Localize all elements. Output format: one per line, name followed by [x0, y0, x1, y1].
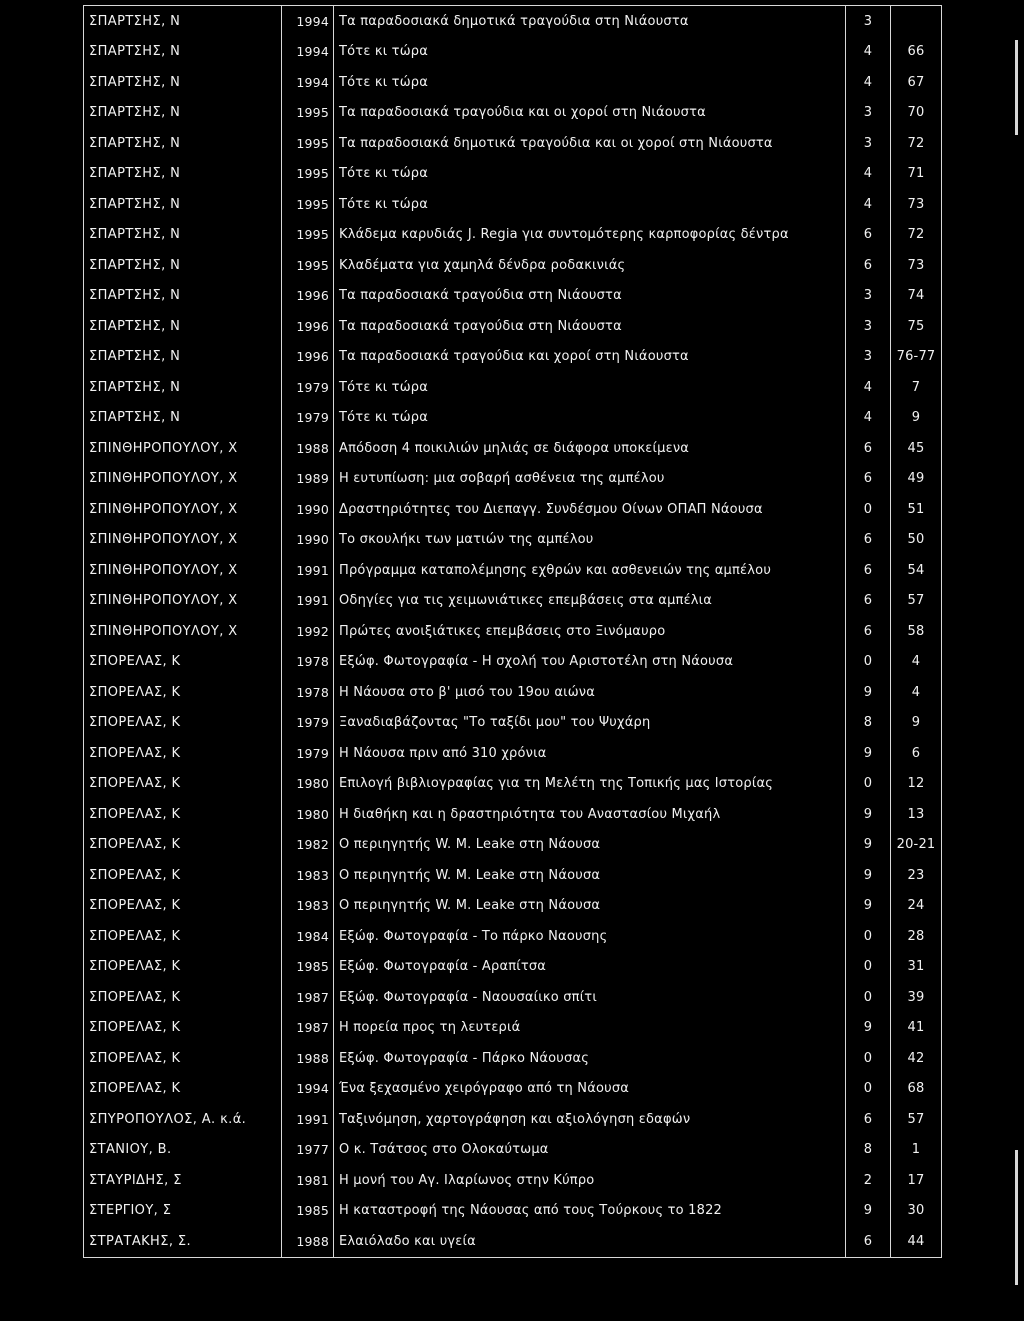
- page-cell: 24: [891, 891, 942, 922]
- page-cell: 72: [891, 220, 942, 251]
- page-cell: 51: [891, 494, 942, 525]
- page-cell: 73: [891, 189, 942, 220]
- page-cell: 31: [891, 952, 942, 983]
- table-row: [84, 1196, 942, 1227]
- title-cell: Εξώφ. Φωτογραφία - Το πάρκο Ναουσης: [334, 921, 846, 952]
- author-cell: ΣΠΙΝΘΗΡΟΠΟΥΛΟΥ, Χ: [84, 555, 282, 586]
- author-cell: ΣΠΑΡΤΣΗΣ, Ν: [84, 159, 282, 190]
- year-cell: 1996: [282, 281, 334, 312]
- table-row: [84, 616, 942, 647]
- year-cell: 1978: [282, 647, 334, 678]
- author-cell: ΣΠΑΡΤΣΗΣ, Ν: [84, 6, 282, 37]
- page-cell: 57: [891, 586, 942, 617]
- year-cell: 1982: [282, 830, 334, 861]
- author-cell: ΣΤΕΡΓΙΟΥ, Σ: [84, 1196, 282, 1227]
- table-row: [84, 433, 942, 464]
- page-cell: 68: [891, 1074, 942, 1105]
- issue-cell: 0: [846, 494, 891, 525]
- issue-cell: 4: [846, 37, 891, 68]
- table-row: [84, 647, 942, 678]
- year-cell: 1988: [282, 1043, 334, 1074]
- page-cell: 71: [891, 159, 942, 190]
- year-cell: 1983: [282, 860, 334, 891]
- year-cell: 1994: [282, 37, 334, 68]
- title-cell: Τα παραδοσιακά τραγούδια και οι χοροί στη Νιάουστα: [334, 98, 846, 129]
- page-cell: 75: [891, 311, 942, 342]
- table-row: [84, 952, 942, 983]
- table-row: [84, 830, 942, 861]
- title-cell: Δραστηριότητες του Διεπαγγ. Συνδέσμου Οίνων ΟΠΑΠ Νάουσα: [334, 494, 846, 525]
- author-cell: ΣΠΟΡΕΛΑΣ, Κ: [84, 891, 282, 922]
- year-cell: 1990: [282, 525, 334, 556]
- title-cell: Οδηγίες για τις χειμωνιάτικες επεμβάσεις στα αμπέλια: [334, 586, 846, 617]
- issue-cell: 6: [846, 555, 891, 586]
- issue-cell: 0: [846, 921, 891, 952]
- author-cell: ΣΠΟΡΕΛΑΣ, Κ: [84, 921, 282, 952]
- table-row: [84, 1104, 942, 1135]
- title-cell: Ξαναδιαβάζοντας "Το ταξίδι μου" του Ψυχάρη: [334, 708, 846, 739]
- issue-cell: 9: [846, 830, 891, 861]
- table-row: [84, 921, 942, 952]
- table-row: [84, 1135, 942, 1166]
- issue-cell: 4: [846, 372, 891, 403]
- issue-cell: 6: [846, 1104, 891, 1135]
- author-cell: ΣΠΟΡΕΛΑΣ, Κ: [84, 860, 282, 891]
- year-cell: 1983: [282, 891, 334, 922]
- title-cell: Τα παραδοσιακά τραγούδια και χοροί στη Νιάουστα: [334, 342, 846, 373]
- year-cell: 1978: [282, 677, 334, 708]
- table-row: [84, 220, 942, 251]
- page-cell: 74: [891, 281, 942, 312]
- issue-cell: 9: [846, 1196, 891, 1227]
- author-cell: ΣΠΑΡΤΣΗΣ, Ν: [84, 311, 282, 342]
- issue-cell: 6: [846, 616, 891, 647]
- issue-cell: 9: [846, 799, 891, 830]
- table-row: [84, 677, 942, 708]
- year-cell: 1995: [282, 250, 334, 281]
- title-cell: Εξώφ. Φωτογραφία - Αραπίτσα: [334, 952, 846, 983]
- author-cell: ΣΠΟΡΕΛΑΣ, Κ: [84, 677, 282, 708]
- page-cell: 9: [891, 403, 942, 434]
- author-cell: ΣΠΟΡΕΛΑΣ, Κ: [84, 982, 282, 1013]
- table-row: [84, 769, 942, 800]
- title-cell: Ο περιηγητής W. M. Leake στη Νάουσα: [334, 860, 846, 891]
- table-row: [84, 372, 942, 403]
- issue-cell: 8: [846, 1135, 891, 1166]
- title-cell: Πρώτες ανοιξιάτικες επεμβάσεις στο Ξινόμαυρο: [334, 616, 846, 647]
- year-cell: 1984: [282, 921, 334, 952]
- year-cell: 1995: [282, 128, 334, 159]
- issue-cell: 9: [846, 860, 891, 891]
- page-cell: 49: [891, 464, 942, 495]
- table-row: [84, 128, 942, 159]
- table-row: [84, 403, 942, 434]
- year-cell: 1980: [282, 769, 334, 800]
- issue-cell: 9: [846, 891, 891, 922]
- title-cell: Ελαιόλαδο και υγεία: [334, 1226, 846, 1257]
- author-cell: ΣΠΙΝΘΗΡΟΠΟΥΛΟΥ, Χ: [84, 464, 282, 495]
- author-cell: ΣΠΟΡΕΛΑΣ, Κ: [84, 952, 282, 983]
- table-row: [84, 189, 942, 220]
- page-cell: 72: [891, 128, 942, 159]
- year-cell: 1981: [282, 1165, 334, 1196]
- author-cell: ΣΠΟΡΕΛΑΣ, Κ: [84, 647, 282, 678]
- issue-cell: 4: [846, 67, 891, 98]
- author-cell: ΣΠΑΡΤΣΗΣ, Ν: [84, 220, 282, 251]
- year-cell: 1991: [282, 1104, 334, 1135]
- title-cell: Η Νάουσα στο β' μισό του 19ου αιώνα: [334, 677, 846, 708]
- author-cell: ΣΠΑΡΤΣΗΣ, Ν: [84, 342, 282, 373]
- issue-cell: 3: [846, 311, 891, 342]
- year-cell: 1985: [282, 952, 334, 983]
- year-cell: 1991: [282, 586, 334, 617]
- page-cell: 23: [891, 860, 942, 891]
- page-cell: 57: [891, 1104, 942, 1135]
- table-row: [84, 1043, 942, 1074]
- author-cell: ΣΤΑΥΡΙΔΗΣ, Σ: [84, 1165, 282, 1196]
- table-row: [84, 159, 942, 190]
- author-cell: ΣΠΟΡΕΛΑΣ, Κ: [84, 1074, 282, 1105]
- title-cell: Τότε κι τώρα: [334, 67, 846, 98]
- title-cell: Τότε κι τώρα: [334, 403, 846, 434]
- issue-cell: 3: [846, 128, 891, 159]
- author-cell: ΣΠΑΡΤΣΗΣ, Ν: [84, 37, 282, 68]
- year-cell: 1989: [282, 464, 334, 495]
- author-cell: ΣΠΟΡΕΛΑΣ, Κ: [84, 769, 282, 800]
- year-cell: 1994: [282, 67, 334, 98]
- issue-cell: 9: [846, 738, 891, 769]
- issue-cell: 4: [846, 189, 891, 220]
- table-row: [84, 281, 942, 312]
- page-cell: 54: [891, 555, 942, 586]
- author-cell: ΣΠΟΡΕΛΑΣ, Κ: [84, 1013, 282, 1044]
- author-cell: ΣΠΙΝΘΗΡΟΠΟΥΛΟΥ, Χ: [84, 586, 282, 617]
- table-row: [84, 98, 942, 129]
- year-cell: 1992: [282, 616, 334, 647]
- title-cell: Κλάδεμα καρυδιάς J. Regia για συντομότερης καρποφορίας δέντρα: [334, 220, 846, 251]
- issue-cell: 0: [846, 982, 891, 1013]
- title-cell: Πρόγραμμα καταπολέμησης εχθρών και ασθενειών της αμπέλου: [334, 555, 846, 586]
- table-row: [84, 799, 942, 830]
- issue-cell: 6: [846, 1226, 891, 1257]
- issue-cell: 6: [846, 220, 891, 251]
- title-cell: Απόδοση 4 ποικιλιών μηλιάς σε διάφορα υποκείμενα: [334, 433, 846, 464]
- title-cell: Τότε κι τώρα: [334, 37, 846, 68]
- title-cell: Τότε κι τώρα: [334, 372, 846, 403]
- page-cell: 44: [891, 1226, 942, 1257]
- author-cell: ΣΠΟΡΕΛΑΣ, Κ: [84, 1043, 282, 1074]
- bibliography-sheet: [83, 5, 941, 1258]
- title-cell: Η μονή του Αγ. Ιλαρίωνος στην Κύπρο: [334, 1165, 846, 1196]
- author-cell: ΣΠΟΡΕΛΑΣ, Κ: [84, 708, 282, 739]
- table-row: [84, 525, 942, 556]
- issue-cell: 9: [846, 677, 891, 708]
- page-cell: 45: [891, 433, 942, 464]
- title-cell: Η ευτυπίωση: μια σοβαρή ασθένεια της αμπέλου: [334, 464, 846, 495]
- title-cell: Τα παραδοσιακά δημοτικά τραγούδια και οι χοροί στη Νιάουστα: [334, 128, 846, 159]
- page-cell: 20-21: [891, 830, 942, 861]
- author-cell: ΣΠΙΝΘΗΡΟΠΟΥΛΟΥ, Χ: [84, 525, 282, 556]
- year-cell: 1991: [282, 555, 334, 586]
- year-cell: 1979: [282, 738, 334, 769]
- margin-mark-top: [1015, 40, 1018, 135]
- page-cell: 39: [891, 982, 942, 1013]
- year-cell: 1990: [282, 494, 334, 525]
- year-cell: 1995: [282, 159, 334, 190]
- year-cell: 1979: [282, 372, 334, 403]
- issue-cell: 4: [846, 159, 891, 190]
- author-cell: ΣΠΟΡΕΛΑΣ, Κ: [84, 738, 282, 769]
- title-cell: Ένα ξεχασμένο χειρόγραφο από τη Νάουσα: [334, 1074, 846, 1105]
- table-row: [84, 860, 942, 891]
- author-cell: ΣΠΙΝΘΗΡΟΠΟΥΛΟΥ, Χ: [84, 616, 282, 647]
- issue-cell: 0: [846, 1074, 891, 1105]
- year-cell: 1985: [282, 1196, 334, 1227]
- issue-cell: 3: [846, 342, 891, 373]
- page-cell: 4: [891, 647, 942, 678]
- title-cell: Επιλογή βιβλιογραφίας για τη Μελέτη της Τοπικής μας Ιστορίας: [334, 769, 846, 800]
- table-row: [84, 250, 942, 281]
- year-cell: 1994: [282, 6, 334, 37]
- year-cell: 1996: [282, 342, 334, 373]
- issue-cell: 6: [846, 525, 891, 556]
- page-cell: 67: [891, 67, 942, 98]
- title-cell: Τότε κι τώρα: [334, 189, 846, 220]
- issue-cell: 8: [846, 708, 891, 739]
- author-cell: ΣΤΡΑΤΑΚΗΣ, Σ.: [84, 1226, 282, 1257]
- table-row: [84, 982, 942, 1013]
- title-cell: Τα παραδοσιακά δημοτικά τραγούδια στη Νιάουστα: [334, 6, 846, 37]
- year-cell: 1996: [282, 311, 334, 342]
- year-cell: 1988: [282, 433, 334, 464]
- author-cell: ΣΠΑΡΤΣΗΣ, Ν: [84, 67, 282, 98]
- year-cell: 1979: [282, 403, 334, 434]
- table-row: [84, 586, 942, 617]
- table-row: [84, 342, 942, 373]
- table-row: [84, 1074, 942, 1105]
- table-row: [84, 1226, 942, 1257]
- year-cell: 1995: [282, 189, 334, 220]
- page-cell: 6: [891, 738, 942, 769]
- page-cell: 58: [891, 616, 942, 647]
- issue-cell: 0: [846, 769, 891, 800]
- issue-cell: 3: [846, 98, 891, 129]
- author-cell: ΣΠΑΡΤΣΗΣ, Ν: [84, 128, 282, 159]
- year-cell: 1979: [282, 708, 334, 739]
- title-cell: Τα παραδοσιακά τραγούδια στη Νιάουστα: [334, 311, 846, 342]
- issue-cell: 2: [846, 1165, 891, 1196]
- title-cell: Εξώφ. Φωτογραφία - Η σχολή του Αριστοτέλη στη Νάουσα: [334, 647, 846, 678]
- table-row: [84, 311, 942, 342]
- issue-cell: 0: [846, 647, 891, 678]
- title-cell: Ταξινόμηση, χαρτογράφηση και αξιολόγηση εδαφών: [334, 1104, 846, 1135]
- title-cell: Εξώφ. Φωτογραφία - Ναουσαίικο σπίτι: [334, 982, 846, 1013]
- author-cell: ΣΠΑΡΤΣΗΣ, Ν: [84, 189, 282, 220]
- page-cell: 28: [891, 921, 942, 952]
- issue-cell: 0: [846, 952, 891, 983]
- issue-cell: 9: [846, 1013, 891, 1044]
- title-cell: Εξώφ. Φωτογραφία - Πάρκο Νάουσας: [334, 1043, 846, 1074]
- year-cell: 1995: [282, 98, 334, 129]
- bibliography-table: [83, 5, 942, 1258]
- table-row: [84, 1165, 942, 1196]
- title-cell: Τότε κι τώρα: [334, 159, 846, 190]
- author-cell: ΣΠΥΡΟΠΟΥΛΟΣ, Α. κ.ά.: [84, 1104, 282, 1135]
- table-row: [84, 494, 942, 525]
- author-cell: ΣΠΟΡΕΛΑΣ, Κ: [84, 830, 282, 861]
- table-row: [84, 708, 942, 739]
- page-cell: 41: [891, 1013, 942, 1044]
- issue-cell: 6: [846, 586, 891, 617]
- author-cell: ΣΠΑΡΤΣΗΣ, Ν: [84, 250, 282, 281]
- year-cell: 1988: [282, 1226, 334, 1257]
- table-row: [84, 555, 942, 586]
- table-row: [84, 6, 942, 37]
- year-cell: 1980: [282, 799, 334, 830]
- page-cell: 12: [891, 769, 942, 800]
- table-row: [84, 464, 942, 495]
- title-cell: Κλαδέματα για χαμηλά δένδρα ροδακινιάς: [334, 250, 846, 281]
- table-row: [84, 738, 942, 769]
- title-cell: Ο κ. Τσάτσος στο Ολοκαύτωμα: [334, 1135, 846, 1166]
- page-cell: 50: [891, 525, 942, 556]
- issue-cell: 3: [846, 281, 891, 312]
- issue-cell: 3: [846, 6, 891, 37]
- page-cell: 76-77: [891, 342, 942, 373]
- title-cell: Τα παραδοσιακά τραγούδια στη Νιάουστα: [334, 281, 846, 312]
- author-cell: ΣΠΑΡΤΣΗΣ, Ν: [84, 372, 282, 403]
- page-cell: 66: [891, 37, 942, 68]
- bibliography-rows: [84, 6, 942, 1258]
- page-cell: 4: [891, 677, 942, 708]
- issue-cell: 6: [846, 250, 891, 281]
- table-row: [84, 37, 942, 68]
- author-cell: ΣΠΑΡΤΣΗΣ, Ν: [84, 98, 282, 129]
- table-row: [84, 1013, 942, 1044]
- page-cell: 30: [891, 1196, 942, 1227]
- year-cell: 1977: [282, 1135, 334, 1166]
- issue-cell: 4: [846, 403, 891, 434]
- page-cell: 13: [891, 799, 942, 830]
- page-cell: 9: [891, 708, 942, 739]
- page-cell: [891, 6, 942, 37]
- year-cell: 1987: [282, 982, 334, 1013]
- issue-cell: 6: [846, 433, 891, 464]
- author-cell: ΣΠΟΡΕΛΑΣ, Κ: [84, 799, 282, 830]
- author-cell: ΣΠΑΡΤΣΗΣ, Ν: [84, 403, 282, 434]
- title-cell: Η διαθήκη και η δραστηριότητα του Αναστασίου Μιχαήλ: [334, 799, 846, 830]
- page-cell: 70: [891, 98, 942, 129]
- year-cell: 1994: [282, 1074, 334, 1105]
- table-row: [84, 891, 942, 922]
- author-cell: ΣΤΑΝΙΟΥ, Β.: [84, 1135, 282, 1166]
- title-cell: Η Νάουσα πριν από 310 χρόνια: [334, 738, 846, 769]
- title-cell: Η καταστροφή της Νάουσας από τους Τούρκους το 1822: [334, 1196, 846, 1227]
- page-cell: 73: [891, 250, 942, 281]
- issue-cell: 6: [846, 464, 891, 495]
- year-cell: 1995: [282, 220, 334, 251]
- table-row: [84, 67, 942, 98]
- issue-cell: 0: [846, 1043, 891, 1074]
- title-cell: Η πορεία προς τη λευτεριά: [334, 1013, 846, 1044]
- author-cell: ΣΠΙΝΘΗΡΟΠΟΥΛΟΥ, Χ: [84, 494, 282, 525]
- title-cell: Το σκουλήκι των ματιών της αμπέλου: [334, 525, 846, 556]
- page-cell: 1: [891, 1135, 942, 1166]
- author-cell: ΣΠΑΡΤΣΗΣ, Ν: [84, 281, 282, 312]
- page-cell: 17: [891, 1165, 942, 1196]
- page-cell: 42: [891, 1043, 942, 1074]
- author-cell: ΣΠΙΝΘΗΡΟΠΟΥΛΟΥ, Χ: [84, 433, 282, 464]
- title-cell: Ο περιηγητής W. M. Leake στη Νάουσα: [334, 830, 846, 861]
- title-cell: Ο περιηγητής W. M. Leake στη Νάουσα: [334, 891, 846, 922]
- page-cell: 7: [891, 372, 942, 403]
- margin-mark-bottom: [1015, 1150, 1018, 1285]
- year-cell: 1987: [282, 1013, 334, 1044]
